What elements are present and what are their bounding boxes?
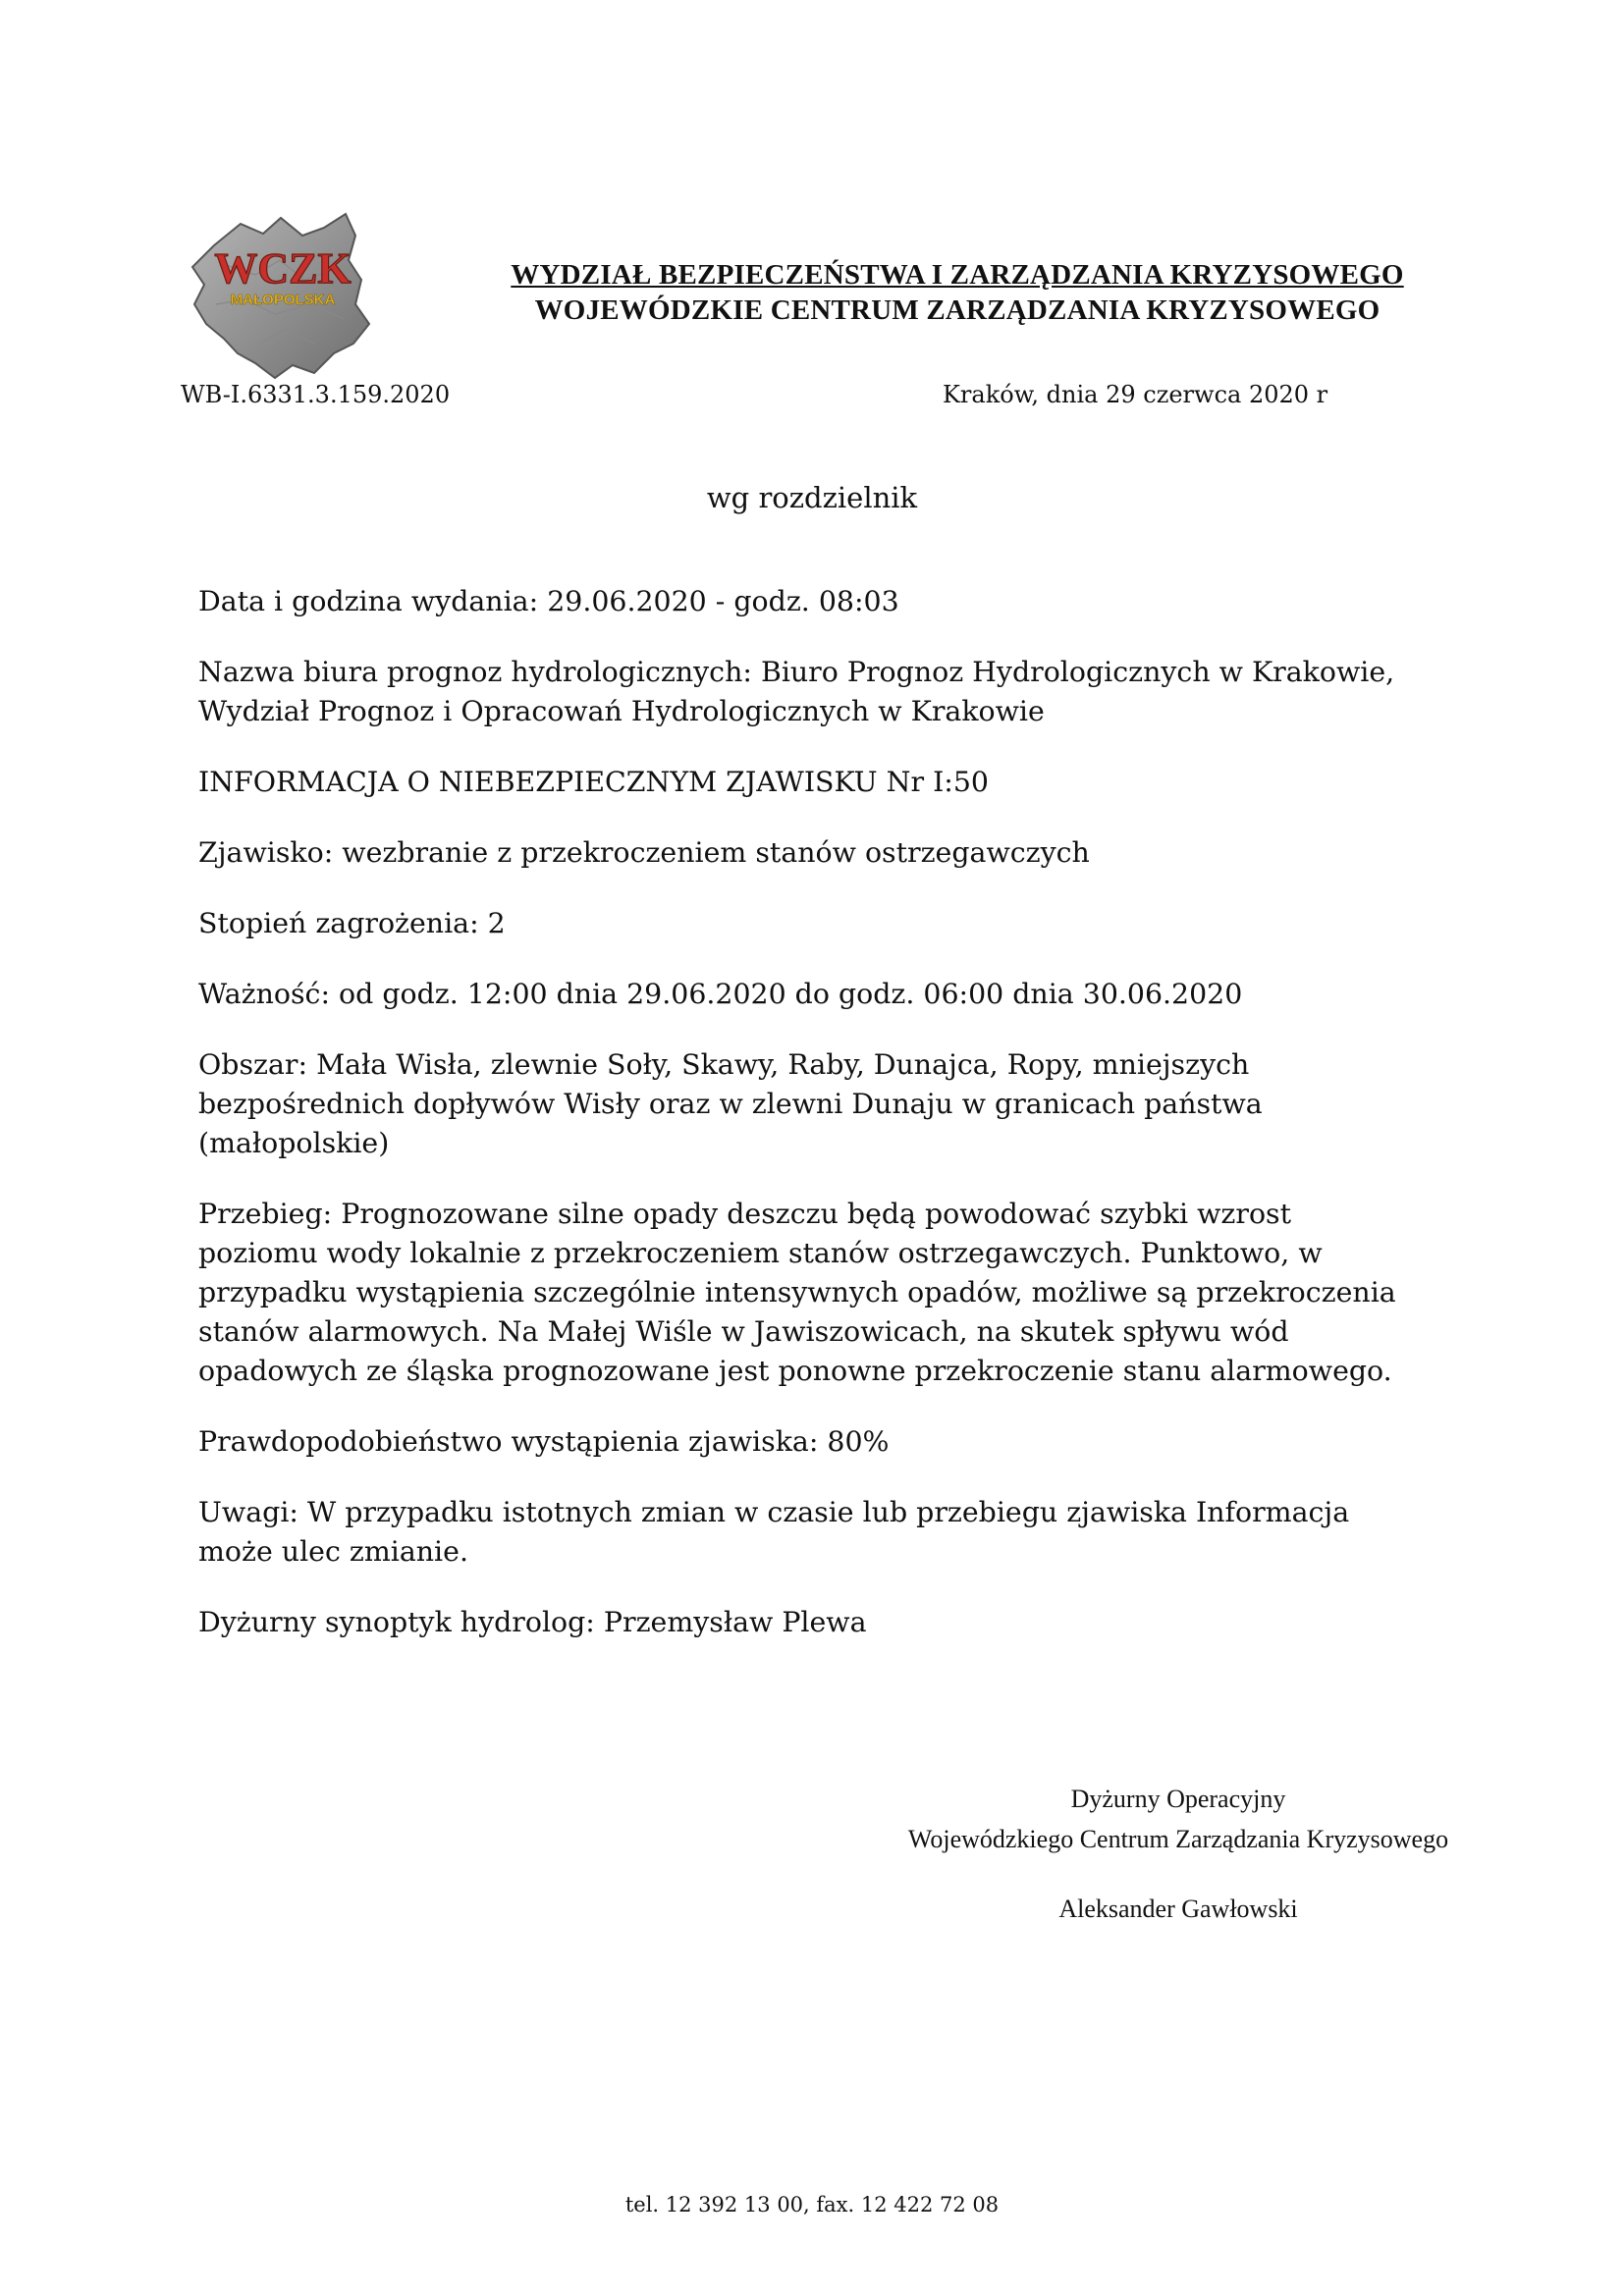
recipient: wg rozdzielnik	[706, 481, 918, 514]
remarks-line: Uwagi: W przypadku istotnych zmian w czasie lub przebiegu zjawiska Informacja	[198, 1496, 1350, 1528]
signature-name: Aleksander Gawłowski	[1058, 1895, 1298, 1923]
wczk-logo	[187, 206, 383, 383]
forecast-office-line: Nazwa biura prognoz hydrologicznych: Biuro Prognoz Hydrologicznych w Krakowie,	[198, 656, 1395, 688]
signature-role: Wojewódzkiego Centrum Zarządzania Kryzysowego	[907, 1825, 1449, 1853]
department-title: WYDZIAŁ BEZPIECZEŃSTWA I ZARZĄDZANIA KRYZYSOWEGO	[511, 259, 1404, 291]
course-line: Przebieg: Prognozowane silne opady deszczu będą powodować szybki wzrost	[198, 1198, 1292, 1230]
forecast-office-line: Wydział Prognoz i Opracowań Hydrologicznych w Krakowie	[198, 695, 1045, 727]
issue-date: Data i godzina wydania: 29.06.2020 - godz. 08:03	[198, 585, 899, 617]
area	[198, 1045, 1485, 1163]
signature-block	[835, 1779, 1522, 1929]
course-line: stanów alarmowych. Na Małej Wiśle w Jawiszowicach, na skutek spływu wód	[198, 1315, 1289, 1348]
duty-hydrologist: Dyżurny synoptyk hydrolog: Przemysław Plewa	[198, 1606, 867, 1638]
remarks	[198, 1493, 1485, 1572]
phenomenon: Zjawisko: wezbranie z przekroczeniem stanów ostrzegawczych	[198, 836, 1090, 869]
information-title: INFORMACJA O NIEBEZPIECZNYM ZJAWISKU Nr I:50	[198, 766, 989, 798]
area-line: (małopolskie)	[198, 1127, 390, 1159]
validity: Ważność: od godz. 12:00 dnia 29.06.2020 do godz. 06:00 dnia 30.06.2020	[198, 978, 1243, 1010]
area-line: bezpośrednich dopływów Wisły oraz w zlewni Dunaju w granicach państwa	[198, 1088, 1263, 1120]
document-header	[393, 257, 1522, 328]
forecast-office	[198, 653, 1485, 731]
malopolska-map-logo-icon	[187, 206, 383, 383]
course-line: przypadku wystąpienia szczególnie intensywnych opadów, możliwe są przekroczenia	[198, 1276, 1396, 1308]
signature-role: Dyżurny Operacyjny	[1070, 1785, 1286, 1813]
area-line: Obszar: Mała Wisła, zlewnie Soły, Skawy, Raby, Dunajca, Ropy, mniejszych	[198, 1048, 1250, 1081]
course-line: poziomu wody lokalnie z przekroczeniem stanów ostrzegawczych. Punktowo, w	[198, 1237, 1323, 1269]
probability: Prawdopodobieństwo wystąpienia zjawiska: 80%	[198, 1425, 890, 1458]
course	[198, 1195, 1485, 1391]
footer-contact: tel. 12 392 13 00, fax. 12 422 72 08	[624, 2193, 1000, 2216]
remarks-line: może ulec zmianie.	[198, 1535, 468, 1568]
document-body	[198, 582, 1485, 1674]
course-line: opadowych ze śląska prognozowane jest ponowne przekroczenie stanu alarmowego.	[198, 1355, 1392, 1387]
place-date: Kraków, dnia 29 czerwca 2020 r	[943, 381, 1328, 408]
reference-number: WB-I.6331.3.159.2020	[181, 381, 451, 408]
logo-subtext: MAŁOPOLSKA	[230, 292, 336, 308]
center-title: WOJEWÓDZKIE CENTRUM ZARZĄDZANIA KRYZYSOWEGO	[534, 294, 1380, 326]
logo-text: WCZK	[214, 244, 352, 293]
threat-level: Stopień zagrożenia: 2	[198, 907, 506, 939]
